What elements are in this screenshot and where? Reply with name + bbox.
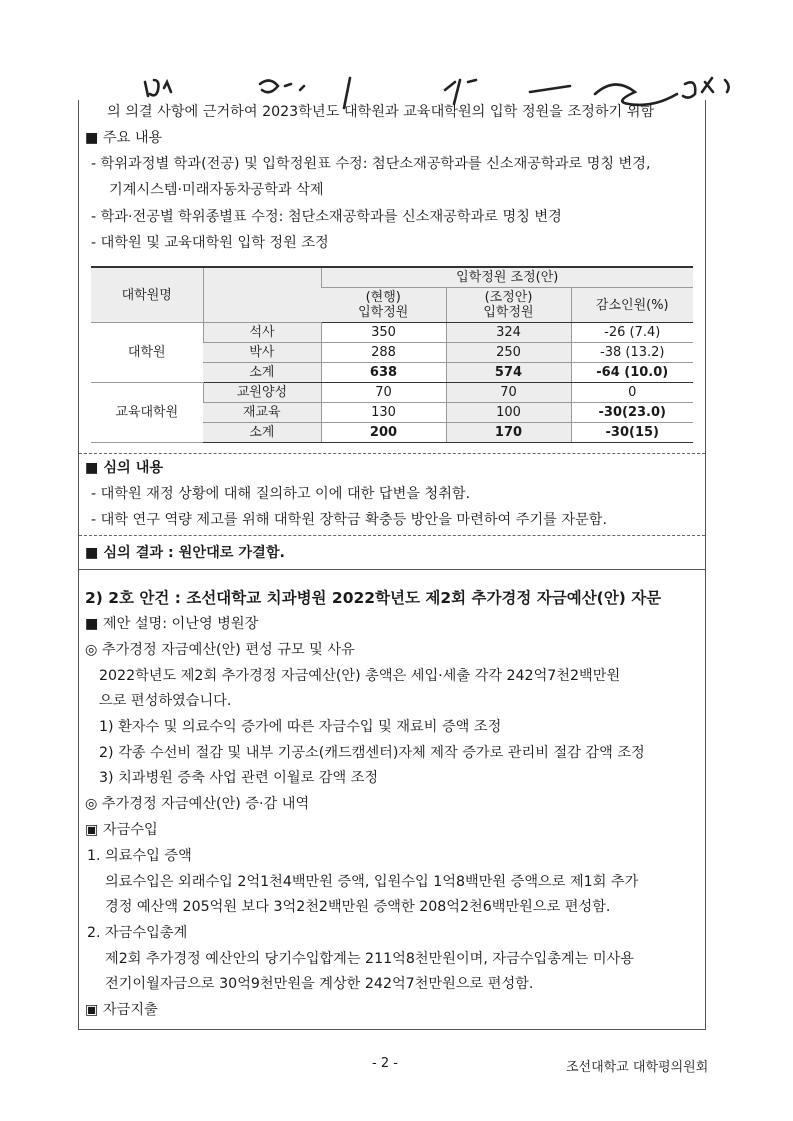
review-result: ■ 심의 결과 : 원안대로 가결함. (85, 545, 285, 561)
reason-3: 3) 치과병원 증축 사업 관련 이월로 감액 조정 (99, 770, 379, 786)
row-proposed: 574 (446, 363, 571, 383)
section-2-frame (78, 570, 706, 1030)
review-heading: ■ 심의 내용 (85, 460, 164, 476)
row-proposed: 324 (446, 323, 571, 343)
reason-1: 1) 환자수 및 의료수익 증가에 따른 자금수입 및 재료비 증액 조정 (99, 719, 502, 735)
divider (79, 535, 705, 536)
divider (79, 453, 705, 454)
group-grad-name: 대학원 (91, 323, 203, 383)
head-proposed-line2: 입학정원 (483, 305, 534, 320)
head-school-name: 대학원명 (91, 267, 203, 323)
head-proposed (446, 288, 571, 323)
item-1-title: 1. 의료수입 증액 (87, 848, 192, 864)
intro-text: 의 의결 사항에 근거하여 2023학년도 대학원과 교육대학원의 입학 정원을 조정하기 위함 (107, 104, 655, 120)
scale-text-2: 으로 편성하였습니다. (99, 693, 232, 709)
scale-heading: ◎ 추가경정 자금예산(안) 편성 규모 및 사유 (85, 642, 355, 658)
row-diff: -38 (13.2) (571, 343, 693, 363)
row-label: 재교육 (203, 403, 321, 423)
row-current: 288 (321, 343, 446, 363)
presenter: ■ 제안 설명: 이난영 병원장 (85, 616, 259, 632)
item-2-text-2: 전기이월자금으로 30억9천만원을 계상한 242억7천만원으로 편성함. (105, 976, 534, 992)
head-proposed-line1: (조정안) (484, 290, 533, 305)
footer-org: 조선대학교 대학평의원회 (566, 1060, 709, 1075)
row-label: 소계 (203, 363, 321, 383)
head-current-line2: 입학정원 (358, 305, 409, 320)
head-quota-group: 입학정원 조정(안) (321, 267, 693, 288)
scale-text-1: 2022학년도 제2회 추가경정 자금예산(안) 총액은 세입·세출 각각 242억7천2백만원 (99, 668, 621, 684)
row-diff: -30(23.0) (571, 403, 693, 423)
row-proposed: 250 (446, 343, 571, 363)
row-proposed: 170 (446, 423, 571, 443)
row-current: 200 (321, 423, 446, 443)
bullet-1: - 학위과정별 학과(전공) 및 입학정원표 수정: 첨단소재공학과를 신소재공학과로 명칭 변경, (91, 156, 651, 172)
main-content-heading: ■ 주요 내용 (85, 130, 163, 146)
row-diff: 0 (571, 383, 693, 403)
item-2-title: 2. 자금수입총계 (87, 925, 188, 941)
row-current: 130 (321, 403, 446, 423)
expense-heading: ▣ 자금지출 (85, 1002, 158, 1018)
detail-heading: ◎ 추가경정 자금예산(안) 증·감 내역 (85, 796, 310, 812)
review-item-2: - 대학 연구 역량 제고를 위해 대학원 장학금 확충등 방안을 마련하여 주기를 자문함. (91, 512, 608, 528)
row-diff: -30(15) (571, 423, 693, 443)
bullet-2: - 학과·전공별 학위종별표 수정: 첨단소재공학과를 신소재공학과로 명칭 변경 (91, 209, 562, 225)
row-label: 박사 (203, 343, 321, 363)
income-heading: ▣ 자금수입 (85, 822, 158, 838)
page-number: - 2 - (372, 1056, 398, 1071)
quota-table (91, 266, 693, 443)
item-1-text-2: 경정 예산액 205억원 보다 3억2천2백만원 증액한 208억2천6백만원으로 편성함. (105, 899, 611, 915)
item-2-text-1: 제2회 추가경정 예산안의 당기수입합계는 211억8천만원이며, 자금수입총계는 미사용 (105, 951, 634, 967)
head-current (321, 288, 446, 323)
group-edu-name: 교육대학원 (91, 383, 203, 443)
head-blank (203, 267, 321, 323)
row-label: 교원양성 (203, 383, 321, 403)
row-current: 638 (321, 363, 446, 383)
row-label: 소계 (203, 423, 321, 443)
review-item-1: - 대학원 재정 상황에 대해 질의하고 이에 대한 답변을 청취함. (91, 486, 471, 502)
row-diff: -64 (10.0) (571, 363, 693, 383)
row-current: 70 (321, 383, 446, 403)
row-current: 350 (321, 323, 446, 343)
row-proposed: 70 (446, 383, 571, 403)
head-diff: 감소인원(%) (571, 288, 693, 323)
reason-2: 2) 각종 수선비 절감 및 내부 기공소(캐드캠센터)자체 제작 증가로 관리비 절감 감액 조정 (99, 745, 645, 761)
row-proposed: 100 (446, 403, 571, 423)
item-1-text-1: 의료수입은 외래수입 2억1천4백만원 증액, 입원수입 1억8백만원 증액으로 제1회 추가 (105, 874, 639, 890)
bullet-1-cont: 기계시스템·미래자동차공학과 삭제 (109, 182, 324, 198)
bullet-3: - 대학원 및 교육대학원 입학 정원 조정 (91, 235, 329, 251)
row-label: 석사 (203, 323, 321, 343)
head-current-line1: (현행) (365, 290, 401, 305)
agenda-2-title: 2) 2호 안건 : 조선대학교 치과병원 2022학년도 제2회 추가경정 자금예산(안) 자문 (85, 589, 662, 607)
section-1-frame (78, 100, 706, 570)
row-diff: -26 (7.4) (571, 323, 693, 343)
